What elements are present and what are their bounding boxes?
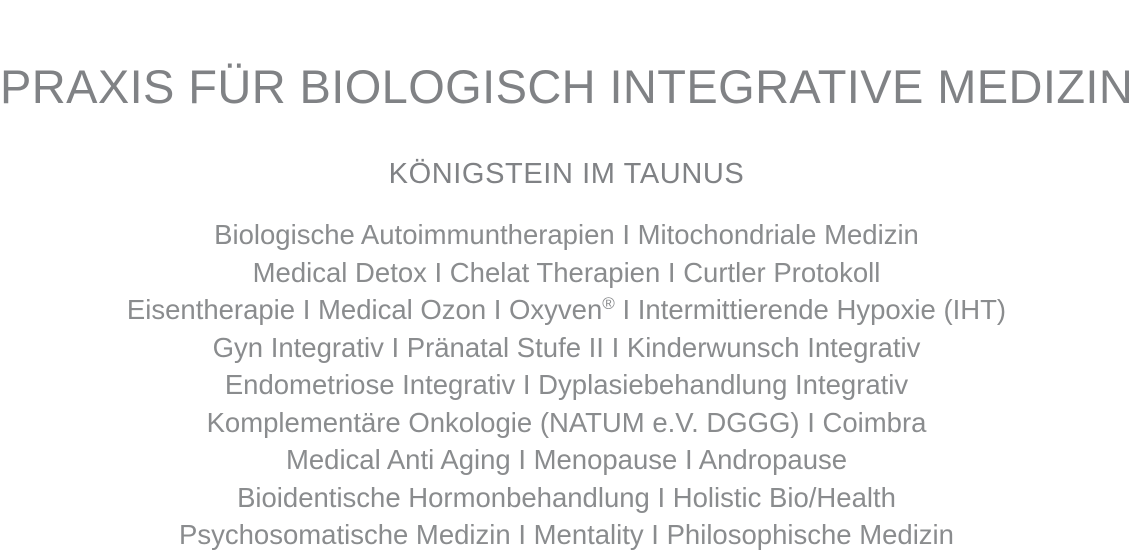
service-line: Medical Detox I Chelat Therapien I Curtler Protokoll: [252, 256, 881, 288]
services-list: [0, 216, 1133, 554]
service-line: Endometriose Integrativ I Dyplasiebehandlung Integrativ: [224, 369, 909, 400]
service-line: Eisentherapie I Medical Ozon I Oxyven® I Intermittierende Hypoxie (IHT): [126, 293, 1007, 325]
page-title: PRAXIS FÜR BIOLOGISCH INTEGRATIVE MEDIZIN: [0, 60, 1133, 114]
service-line: Psychosomatische Medizin I Mentality I Philosophische Medizin: [179, 519, 954, 550]
service-line: Biologische Autoimmuntherapien I Mitochondriale Medizin: [214, 219, 919, 250]
service-line: Gyn Integrativ I Pränatal Stufe II I Kinderwunsch Integrativ: [212, 331, 921, 363]
page-subtitle: KÖNIGSTEIN IM TAUNUS: [388, 158, 745, 191]
service-line: Medical Anti Aging I Menopause I Andropause: [285, 444, 848, 475]
service-line: Komplementäre Onkologie (NATUM e.V. DGGG) I Coimbra: [206, 406, 927, 438]
service-line: Bioidentische Hormonbehandlung I Holistic Bio/Health: [237, 481, 896, 513]
